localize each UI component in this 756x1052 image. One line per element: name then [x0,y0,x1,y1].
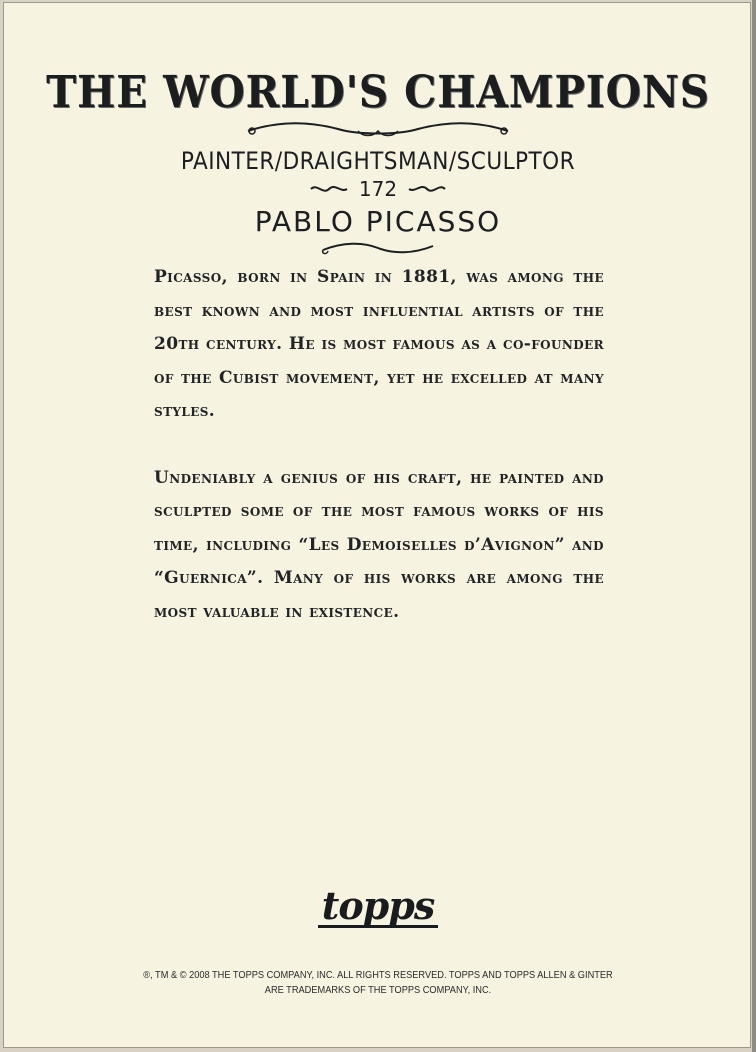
legal-line-1: ®, TM & © 2008 THE TOPPS COMPANY, INC. ALL RIGHTS RESERVED. TOPPS AND TOPPS ALLEN & GINTER [143,969,613,981]
biography-paragraph-2: Undeniably a genius of his craft, he painted and sculpted some of the most famous works of his time, including “Les Demoiselles d’Avignon” and “Guernica”. Many of his works are among the most valuable in existence. [154,467,604,622]
topps-logo-text: topps [318,887,438,928]
biography [154,261,604,629]
series-title: THE WORLD'S CHAMPIONS [46,67,710,118]
card-number: 172 [358,177,398,201]
title-flourish-icon [238,119,518,141]
legal-notice [49,968,707,998]
card-number-row [4,177,752,201]
card-back [3,2,751,1048]
champion-name: PABLO PICASSO [254,205,502,238]
name-flourish-icon [318,240,438,256]
biography-paragraph-1: Picasso, born in Spain in 1881, was among the best known and most influential artists of the 20th century. He is most famous as a co-founder of the Cubist movement, yet he excelled at many styles. [154,267,604,421]
topps-logo [4,883,752,928]
left-ornament-icon [309,183,349,195]
right-ornament-icon [407,183,447,195]
profession-subtitle: PAINTER/DRAIGHTSMAN/SCULPTOR [180,147,576,175]
legal-line-2: ARE TRADEMARKS OF THE TOPPS COMPANY, INC. [264,984,492,996]
scan-edge [752,0,756,1052]
card-header [4,33,752,256]
